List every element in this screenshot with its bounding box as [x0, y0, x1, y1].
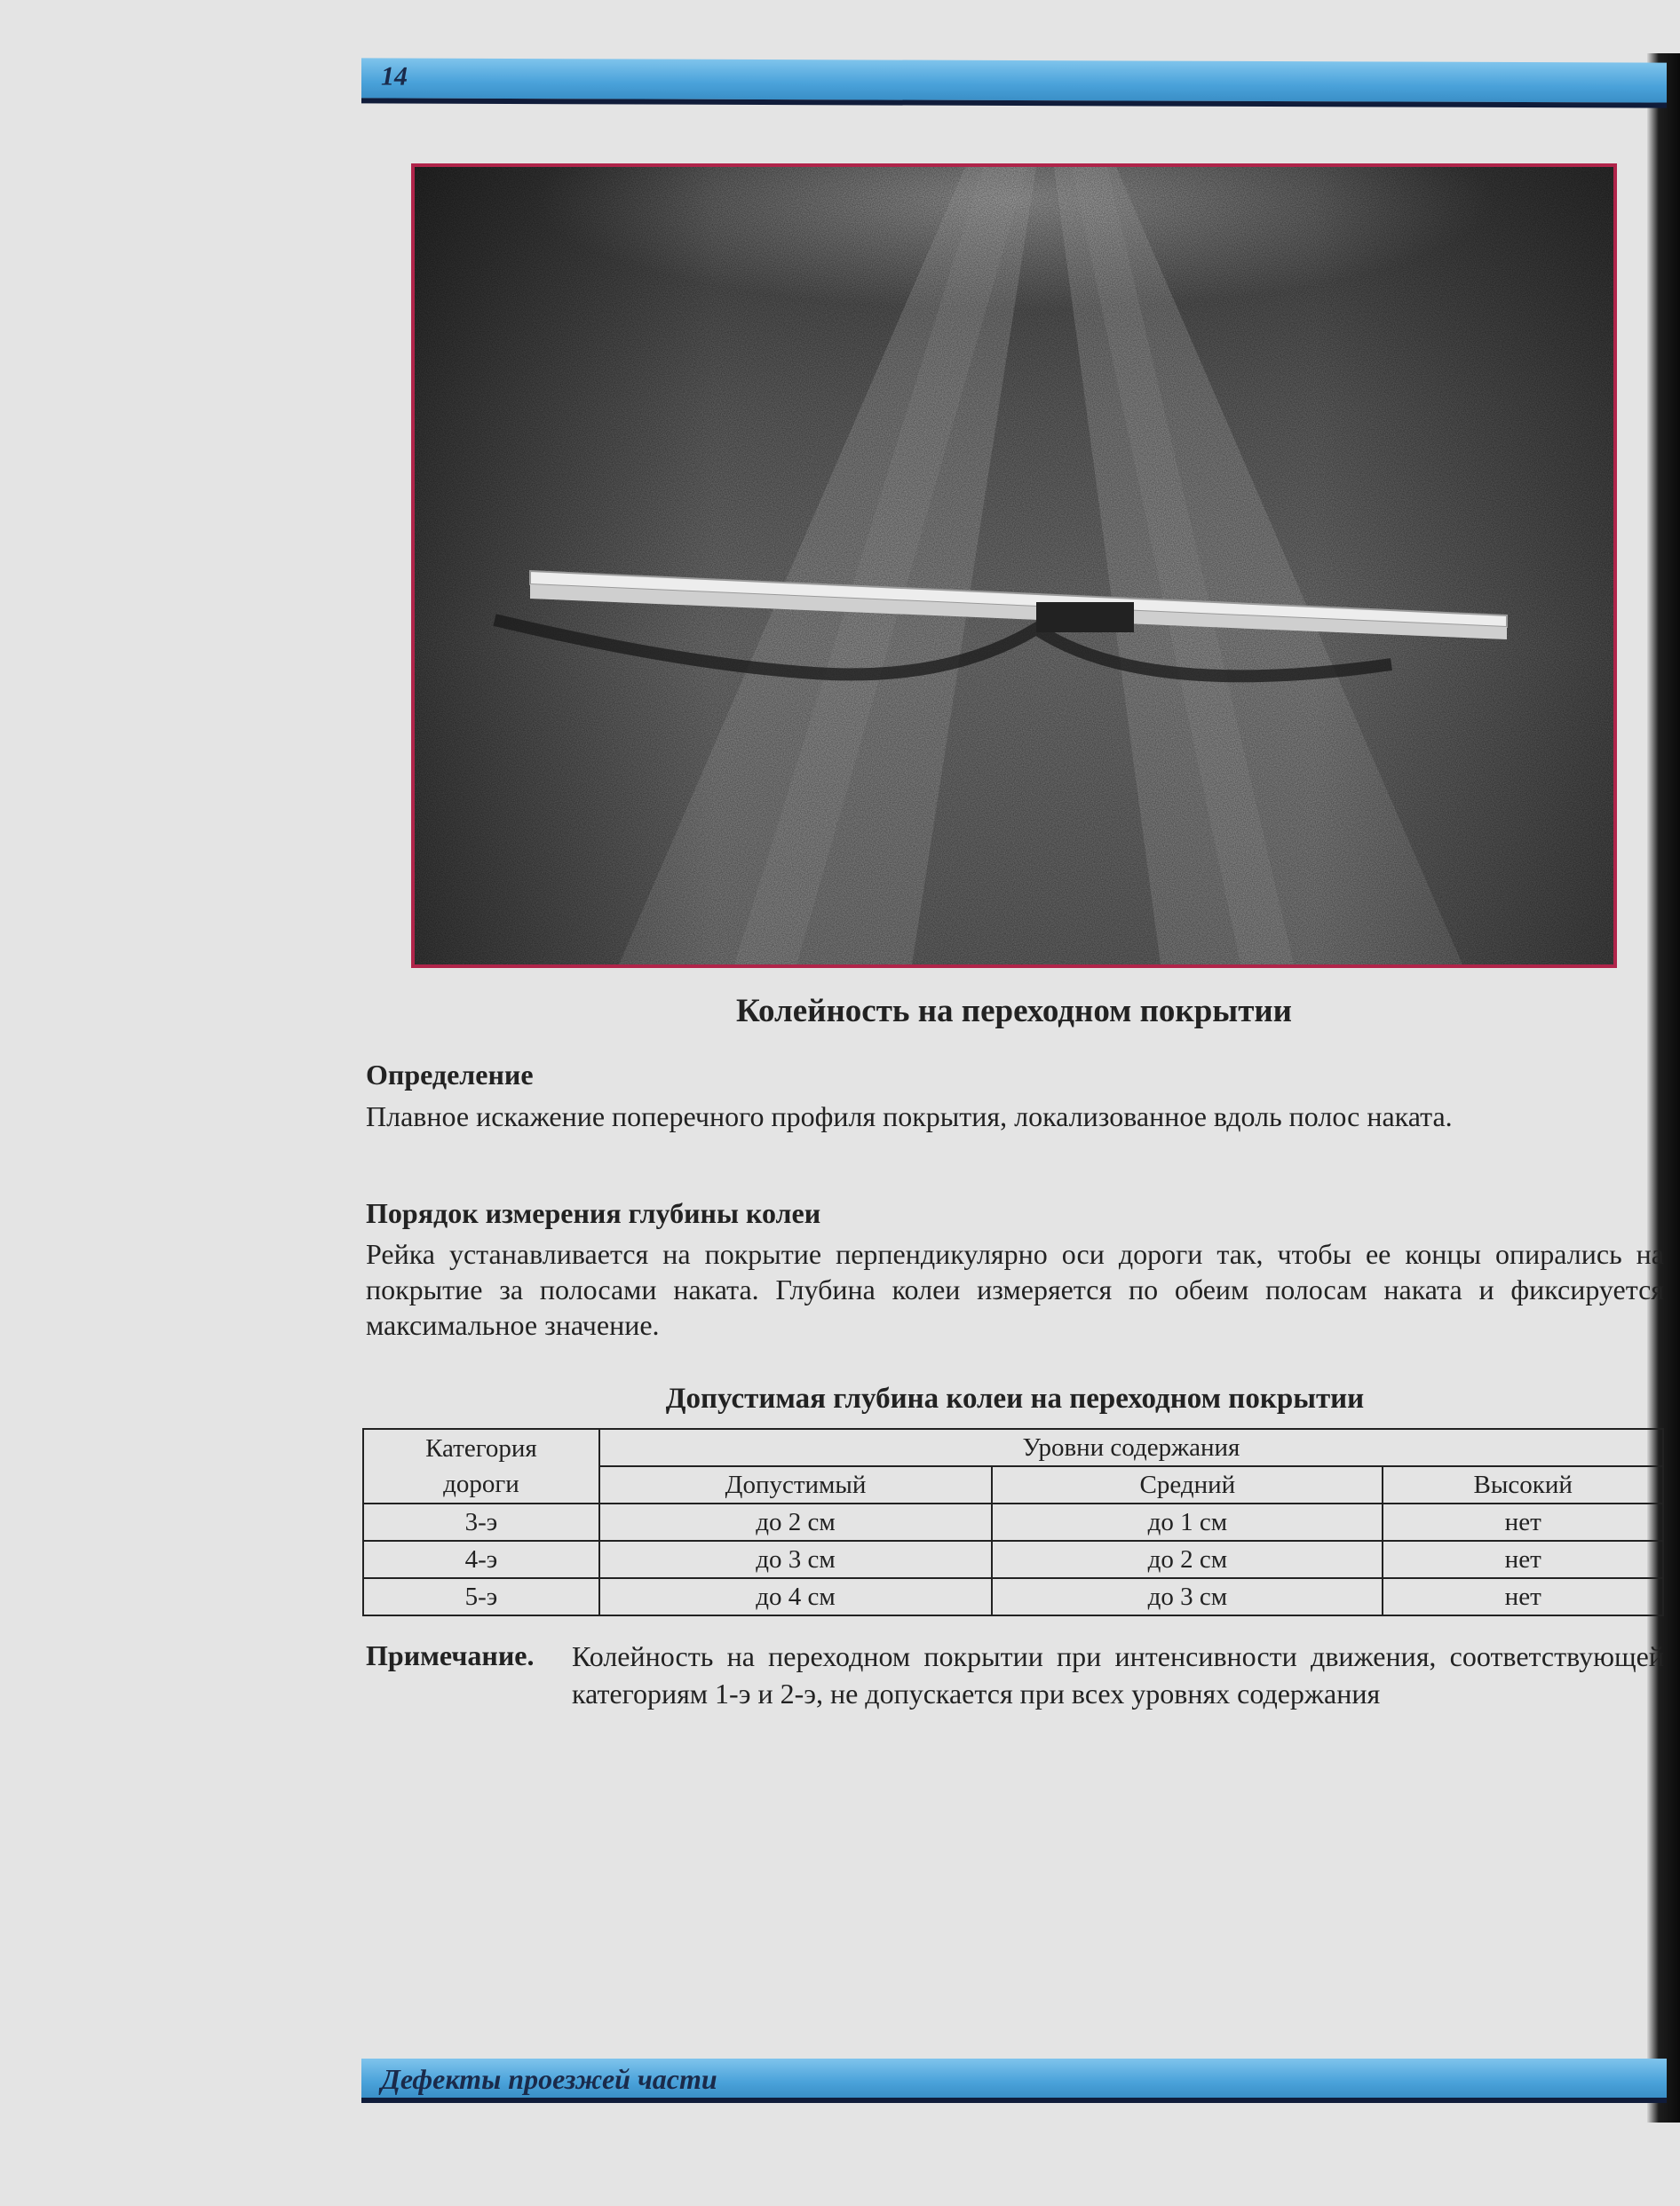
page-edge	[1647, 53, 1680, 2123]
measurement-text: Рейка устанавливается на покрытие перпендикулярно оси дороги так, чтобы ее концы опирались на покрытие за полосами наката. Глубина колеи измеряется по обеим полосам наката и фиксируется максимальное значение.	[366, 1238, 1664, 1341]
road-rut-photo-icon	[415, 167, 1613, 964]
value-cell: до 2 см	[992, 1541, 1383, 1578]
level-header: Допустимый	[599, 1466, 992, 1504]
category-cell: 3-э	[363, 1504, 599, 1541]
column-header-category: Категория дороги	[363, 1429, 599, 1504]
category-cell: 5-э	[363, 1578, 599, 1615]
column-header-levels: Уровни содержания	[599, 1429, 1663, 1466]
level-header: Высокий	[1383, 1466, 1663, 1504]
value-cell: до 3 см	[992, 1578, 1383, 1615]
measurement-heading: Порядок измерения глубины колеи	[366, 1197, 821, 1229]
value-cell: до 2 см	[599, 1504, 992, 1541]
section-title: Дефекты проезжей части	[381, 2063, 717, 2095]
value-cell: нет	[1383, 1541, 1663, 1578]
value-cell: нет	[1383, 1504, 1663, 1541]
value-cell: до 3 см	[599, 1541, 992, 1578]
definition-text: Плавное искажение поперечного профиля покрытия, локализованное вдоль полос наката.	[366, 1100, 1453, 1132]
level-header: Средний	[992, 1466, 1383, 1504]
table-caption: Допустимая глубина колеи на переходном покрытии	[665, 1383, 1365, 1415]
road-rut-photo	[411, 163, 1617, 968]
footer-band	[361, 2059, 1667, 2103]
value-cell: нет	[1383, 1578, 1663, 1615]
table-row	[363, 1541, 1663, 1578]
category-cell: 4-э	[363, 1541, 599, 1578]
page-title: Колейность на переходном покрытии	[735, 993, 1293, 1029]
table-row	[363, 1504, 1663, 1541]
definition-heading: Определение	[366, 1059, 534, 1091]
page-number: 14	[381, 61, 408, 91]
rut-depth-table	[362, 1428, 1664, 1616]
note-text: Колейность на переходном покрытии при интенсивности движения, соответствующей категориям 1-э и 2-э, не допускается при всех уровнях содержания	[572, 1640, 1664, 1710]
table-row	[363, 1578, 1663, 1615]
value-cell: до 4 см	[599, 1578, 992, 1615]
note-label: Примечание.	[366, 1639, 535, 1671]
header-band	[361, 58, 1667, 107]
value-cell: до 1 см	[992, 1504, 1383, 1541]
